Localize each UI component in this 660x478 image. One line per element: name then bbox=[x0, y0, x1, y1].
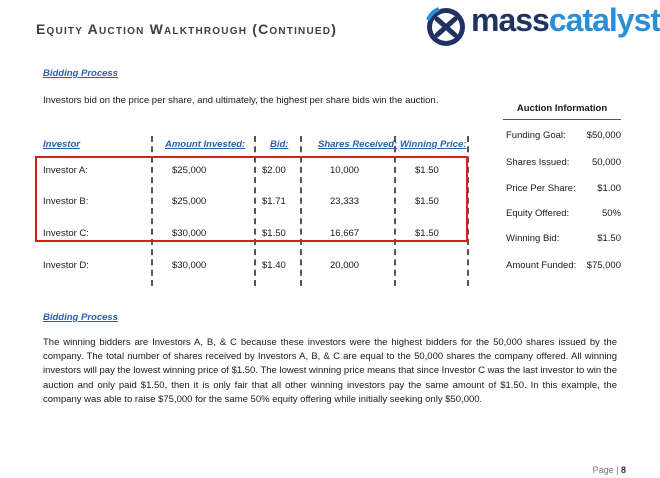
logo-wordmark: masscatalyst bbox=[471, 2, 660, 38]
auction-info-row: Funding Goal: $50,000 bbox=[506, 130, 621, 141]
table-cell: Investor B: bbox=[43, 196, 89, 207]
auction-info-header: Auction Information bbox=[503, 103, 621, 120]
column-header-bid: Bid: bbox=[270, 139, 289, 150]
auction-info-row: Shares Issued: 50,000 bbox=[506, 157, 621, 168]
auction-info-row: Equity Offered: 50% bbox=[506, 208, 621, 219]
table-cell: $1.50 bbox=[415, 196, 439, 207]
intro-text: Investors bid on the price per share, and ultimately, the highest per share bids win the auction. bbox=[43, 95, 439, 106]
mc-logo-icon bbox=[425, 6, 469, 48]
section-heading-bidding-process: Bidding Process bbox=[43, 312, 118, 323]
table-cell: Investor C: bbox=[43, 228, 89, 239]
table-cell: $30,000 bbox=[172, 260, 207, 271]
table-cell: $1.50 bbox=[262, 228, 286, 239]
auction-info-row: Winning Bid: $1.50 bbox=[506, 233, 621, 244]
winners-highlight-box bbox=[35, 156, 468, 242]
table-cell: 16,667 bbox=[330, 228, 360, 239]
column-header-shares: Shares Received: bbox=[318, 139, 398, 150]
table-cell: $1.40 bbox=[262, 260, 286, 271]
table-cell: $25,000 bbox=[172, 196, 207, 207]
column-header-amount: Amount Invested: bbox=[165, 139, 246, 150]
column-header-winning-price: Winning Price: bbox=[400, 139, 467, 150]
table-cell: Investor D: bbox=[43, 260, 89, 271]
table-cell: 10,000 bbox=[330, 165, 360, 176]
logo bbox=[425, 2, 660, 48]
page-title: Equity Auction Walkthrough (Continued) bbox=[36, 21, 338, 37]
table-cell: $1.71 bbox=[262, 196, 286, 207]
table-cell: 23,333 bbox=[330, 196, 360, 207]
table-cell: 20,000 bbox=[330, 260, 360, 271]
table-cell: $2.00 bbox=[262, 165, 286, 176]
table-cell: Investor A: bbox=[43, 165, 88, 176]
table-cell: $1.50 bbox=[415, 165, 439, 176]
page-number: Page | 8 bbox=[592, 465, 626, 475]
table-cell: $1.50 bbox=[415, 228, 439, 239]
section-heading-bidding-process: Bidding Process bbox=[43, 68, 118, 79]
explanation-paragraph: The winning bidders are Investors A, B, & C because these investors were the highest bidders for the 50,000 shares issued by the company. The total number of shares received by Investors A, B, & C are equal to the 50,000 shares the company offered. All winning investors will pay the lowest winning price of $1.50. The lowest winning price means that since Investor C was the last investor to win the auction and only paid $1.50, then it is only fair that all other winning investors pay the same amount of $1.50. In this example, the company was able to raise $75,000 for the same 50% equity offering while initially seeking only $50,000. bbox=[43, 337, 617, 405]
auction-info-row: Amount Funded: $75,000 bbox=[506, 260, 621, 271]
auction-info-row: Price Per Share: $1.00 bbox=[506, 183, 621, 194]
column-header-investor: Investor bbox=[43, 139, 80, 150]
table-cell: $30,000 bbox=[172, 228, 207, 239]
table-cell: $25,000 bbox=[172, 165, 207, 176]
